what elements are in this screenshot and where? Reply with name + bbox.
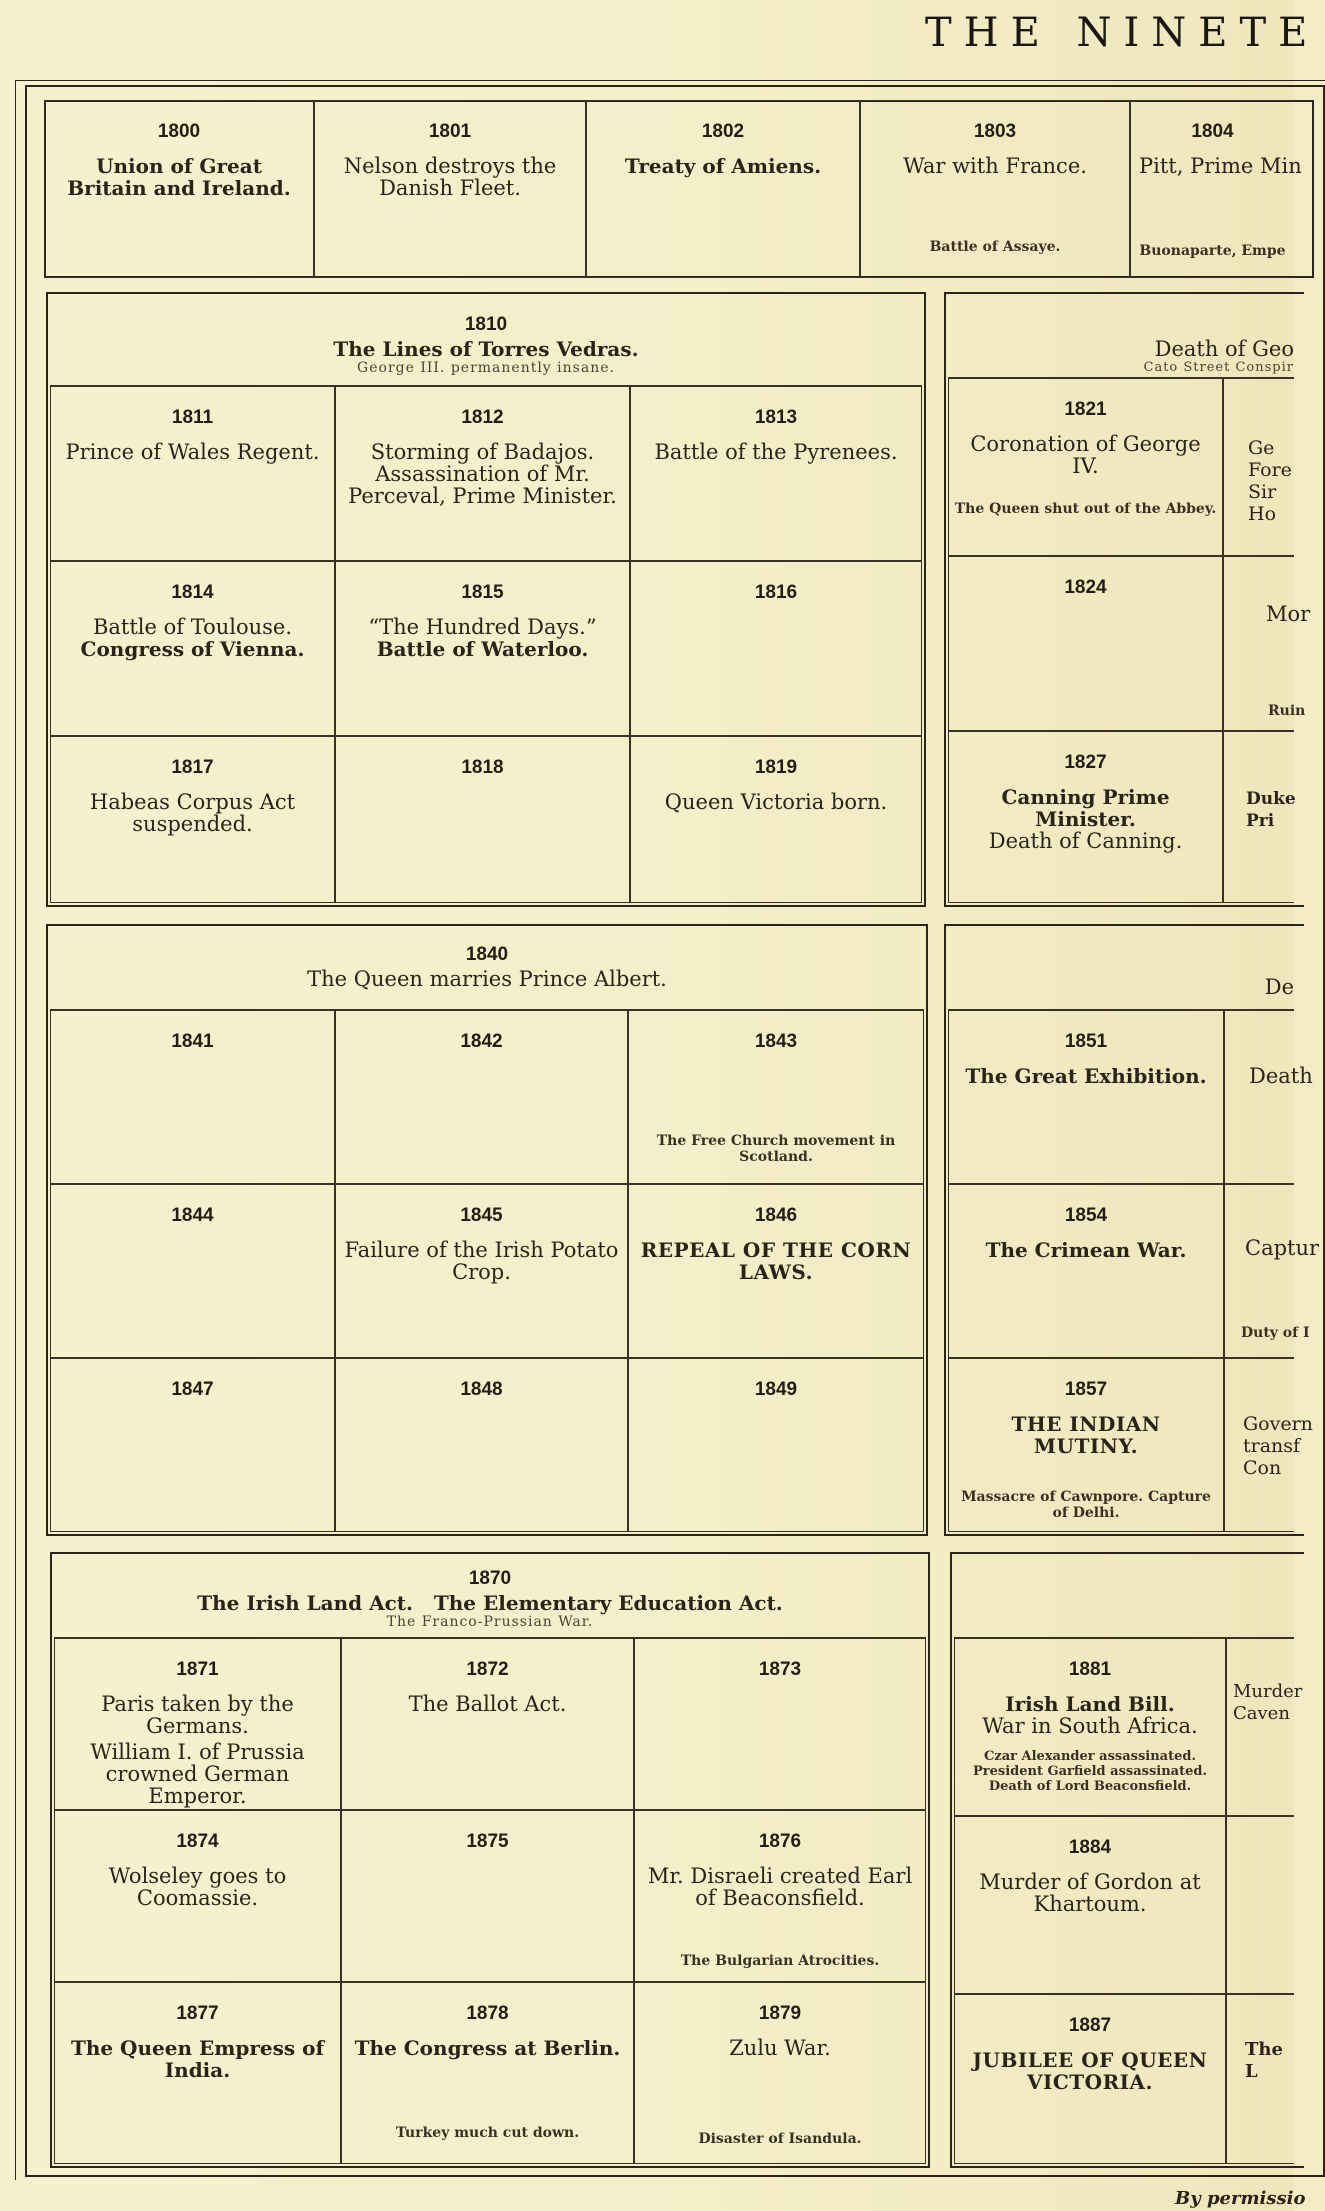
cell-1871 xyxy=(54,1638,341,1810)
event: Irish Land Bill. xyxy=(1005,1692,1175,1716)
event-2: Congress of Vienna. xyxy=(80,637,305,661)
event: Mr. Disraeli created Earl of Beaconsfield. xyxy=(647,1864,913,1910)
note: Battle of Assaye. xyxy=(929,239,1061,255)
year: 1851 xyxy=(1064,1031,1108,1052)
edge-1858 xyxy=(1224,1358,1313,1532)
cell-1841 xyxy=(50,1010,335,1184)
year: 1800 xyxy=(157,121,201,142)
year: 1815 xyxy=(461,582,504,603)
edge-1855 xyxy=(1224,1184,1320,1358)
year: 1848 xyxy=(460,1379,503,1400)
cell-1845 xyxy=(335,1184,628,1358)
year: 1871 xyxy=(176,1659,219,1680)
edge-1822 xyxy=(1223,378,1294,556)
cell-1874 xyxy=(54,1810,341,1982)
cell-1818 xyxy=(335,736,630,903)
event-2: William I. of Prussia crowned German Emperor. xyxy=(90,1740,305,1808)
year: 1847 xyxy=(171,1379,214,1400)
cell-1821 xyxy=(948,378,1223,556)
edge-1852 xyxy=(1224,1010,1313,1184)
year: 1827 xyxy=(1064,752,1107,773)
year: 1840 xyxy=(465,944,509,965)
event: Wolseley goes to Coomassie. xyxy=(108,1864,287,1910)
year: 1817 xyxy=(171,757,214,778)
event: Coronation of George IV. xyxy=(970,432,1201,478)
cell-1827 xyxy=(948,731,1223,903)
event: War with France. xyxy=(903,154,1087,178)
event: Zulu War. xyxy=(729,2036,831,2060)
event: Prince of Wales Regent. xyxy=(65,440,320,464)
cell-1824 xyxy=(948,556,1223,731)
event: The Lines of Torres Vedras. xyxy=(333,337,639,361)
cell-1884 xyxy=(954,1816,1226,1994)
header-1850 xyxy=(948,928,1294,1010)
edge-1825 xyxy=(1223,556,1311,731)
cell-1800 xyxy=(44,100,314,278)
note: The Queen shut out of the Abbey. xyxy=(954,501,1217,517)
event: The Ballot Act. xyxy=(408,1692,567,1716)
note: Ruin xyxy=(1268,703,1306,719)
year: 1801 xyxy=(428,121,472,142)
event: Ge Fore Sir Ho xyxy=(1248,437,1292,525)
year: 1881 xyxy=(1068,1659,1112,1680)
event: The Queen Empress of India. xyxy=(70,2036,325,2082)
year: 1872 xyxy=(466,1659,509,1680)
event: The Queen marries Prince Albert. xyxy=(307,967,667,991)
year: 1841 xyxy=(171,1031,214,1052)
year: 1845 xyxy=(460,1205,503,1226)
edge-1882 xyxy=(1226,1638,1303,1816)
event: Mor xyxy=(1266,602,1311,626)
note: Buonaparte, Empe xyxy=(1139,243,1286,259)
event: The L xyxy=(1245,2039,1283,2082)
footer-credit: By permissio xyxy=(1175,2188,1306,2209)
year: 1844 xyxy=(171,1205,214,1226)
event-2: Death of Canning. xyxy=(988,829,1183,853)
event: Murder Caven xyxy=(1233,1681,1303,1724)
year: 1812 xyxy=(461,407,504,428)
event: Paris taken by the Germans. xyxy=(101,1692,294,1738)
event: JUBILEE OF QUEEN VICTORIA. xyxy=(972,2048,1208,2094)
note: The Bulgarian Atrocities. xyxy=(680,1953,880,1969)
cell-1877 xyxy=(54,1982,341,2164)
cell-1873 xyxy=(634,1638,926,1810)
cell-1849 xyxy=(628,1358,924,1532)
cell-1816 xyxy=(630,561,922,736)
event: Battle of the Pyrenees. xyxy=(654,440,898,464)
year: 1877 xyxy=(176,2003,219,2024)
note: Massacre of Cawnpore. Capture of Delhi. xyxy=(961,1489,1211,1521)
year: 1804 xyxy=(1191,121,1234,142)
header-1880 xyxy=(954,1556,1294,1638)
event: Storming of Badajos. Assassination of Mr. Perceval, Prime Minister. xyxy=(348,440,617,508)
year: 1878 xyxy=(466,2003,509,2024)
event: Death of Geo xyxy=(1154,337,1294,361)
event: The Congress at Berlin. xyxy=(354,2036,621,2060)
event: Captur xyxy=(1245,1236,1320,1260)
cell-1817 xyxy=(50,736,335,903)
event: Habeas Corpus Act suspended. xyxy=(89,790,296,836)
cell-1854 xyxy=(948,1184,1224,1358)
event: Treaty of Amiens. xyxy=(624,154,822,178)
header-1840 xyxy=(50,928,924,1010)
year: 1873 xyxy=(758,1659,802,1680)
header-1810 xyxy=(50,296,922,386)
cell-1857 xyxy=(948,1358,1224,1532)
cell-1887 xyxy=(954,1994,1226,2164)
cell-1815 xyxy=(335,561,630,736)
cell-1819 xyxy=(630,736,922,903)
cell-1801 xyxy=(314,100,586,278)
edge-1888 xyxy=(1226,1994,1294,2164)
cell-1844 xyxy=(50,1184,335,1358)
event: Murder of Gordon at Khartoum. xyxy=(979,1870,1201,1916)
event: Battle of Toulouse. xyxy=(92,615,293,639)
subtitle: Cato Street Conspir xyxy=(1143,360,1294,375)
header-1870 xyxy=(54,1556,926,1638)
subtitle: The Franco-Prussian War. xyxy=(386,1614,594,1630)
year: 1819 xyxy=(754,757,798,778)
year: 1810 xyxy=(464,314,508,335)
event: Queen Victoria born. xyxy=(664,790,888,814)
cell-1881 xyxy=(954,1638,1226,1816)
cell-1811 xyxy=(50,386,335,561)
year: 1821 xyxy=(1064,399,1107,420)
event: Nelson destroys the Danish Fleet. xyxy=(343,154,557,200)
year: 1843 xyxy=(754,1031,798,1052)
cell-1876 xyxy=(634,1810,926,1982)
event: Death xyxy=(1249,1064,1313,1088)
edge-1828 xyxy=(1223,731,1294,903)
cell-1802 xyxy=(586,100,860,278)
event: The Irish Land Act. The Elementary Education Act. xyxy=(197,1591,783,1615)
cell-1851 xyxy=(948,1010,1224,1184)
note: The Free Church movement in Scotland. xyxy=(656,1133,896,1165)
year: 1887 xyxy=(1068,2015,1112,2036)
year: 1884 xyxy=(1068,1837,1112,1858)
year: 1811 xyxy=(171,407,214,428)
year: 1842 xyxy=(460,1031,503,1052)
event: Govern transf Con xyxy=(1243,1413,1313,1479)
cell-1842 xyxy=(335,1010,628,1184)
year: 1870 xyxy=(468,1568,512,1589)
note: Duty of I xyxy=(1241,1325,1310,1341)
cell-1803 xyxy=(860,100,1130,278)
cell-1875 xyxy=(341,1810,634,1982)
cell-1848 xyxy=(335,1358,628,1532)
note: Turkey much cut down. xyxy=(395,2125,580,2141)
event: De xyxy=(1264,975,1294,999)
year: 1846 xyxy=(754,1205,798,1226)
cell-1843 xyxy=(628,1010,924,1184)
year: 1818 xyxy=(461,757,504,778)
event: “The Hundred Days.” xyxy=(368,615,597,639)
note: Disaster of Isandula. xyxy=(698,2131,862,2147)
cell-1847 xyxy=(50,1358,335,1532)
year: 1875 xyxy=(466,1831,509,1852)
year: 1876 xyxy=(758,1831,802,1852)
year: 1802 xyxy=(701,121,745,142)
year: 1803 xyxy=(973,121,1017,142)
year: 1854 xyxy=(1064,1205,1108,1226)
note: Czar Alexander assassinated. President Garfield assassinated. Death of Lord Beaconsfield. xyxy=(973,1749,1207,1794)
event: Failure of the Irish Potato Crop. xyxy=(344,1238,619,1284)
year: 1814 xyxy=(171,582,214,603)
cell-1872 xyxy=(341,1638,634,1810)
event: The Great Exhibition. xyxy=(965,1064,1207,1088)
cell-1878 xyxy=(341,1982,634,2164)
header-1820 xyxy=(948,296,1294,378)
year: 1849 xyxy=(754,1379,798,1400)
event: The Crimean War. xyxy=(985,1238,1187,1262)
event-2: War in South Africa. xyxy=(982,1714,1198,1738)
year: 1824 xyxy=(1064,577,1107,598)
event: REPEAL OF THE CORN LAWS. xyxy=(640,1238,912,1284)
event: Duke Pri xyxy=(1246,789,1296,831)
cell-1814 xyxy=(50,561,335,736)
year: 1874 xyxy=(176,1831,219,1852)
cell-1846 xyxy=(628,1184,924,1358)
event-2: Battle of Waterloo. xyxy=(376,637,589,661)
cell-1813 xyxy=(630,386,922,561)
event: Canning Prime Minister. xyxy=(1001,785,1170,831)
subtitle: George III. permanently insane. xyxy=(357,360,615,376)
event: Union of Great Britain and Ireland. xyxy=(67,154,291,200)
year: 1879 xyxy=(758,2003,802,2024)
page-title: THE NINETE xyxy=(925,10,1320,56)
year: 1813 xyxy=(754,407,798,428)
edge-1885 xyxy=(1226,1816,1294,1994)
cell-1879 xyxy=(634,1982,926,2164)
year: 1857 xyxy=(1064,1379,1108,1400)
year: 1816 xyxy=(754,582,798,603)
event: Pitt, Prime Min xyxy=(1139,154,1302,178)
cell-1804 xyxy=(1130,100,1302,278)
cell-1812 xyxy=(335,386,630,561)
event: THE INDIAN MUTINY. xyxy=(1011,1412,1161,1458)
